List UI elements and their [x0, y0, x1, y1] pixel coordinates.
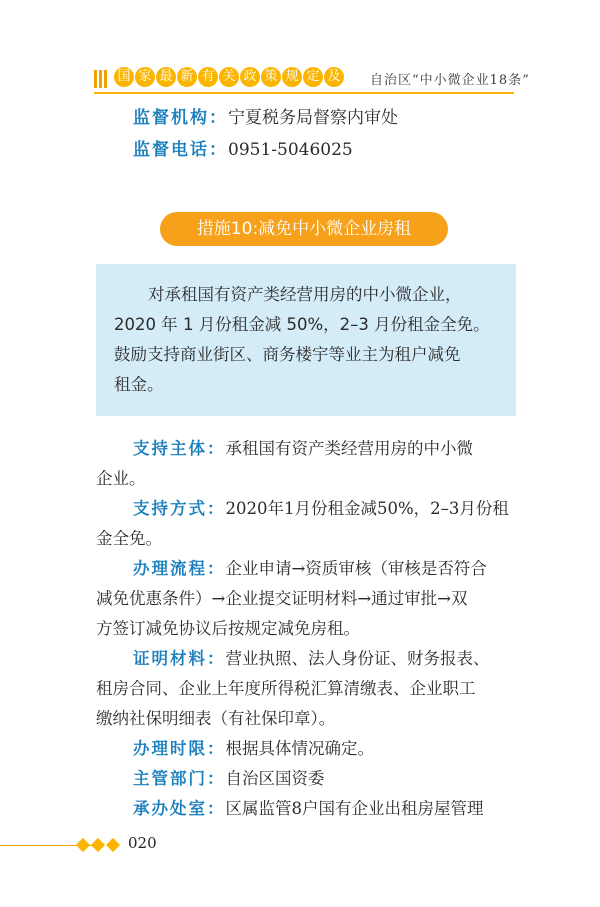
department-text: 自治区国资委	[225, 769, 325, 788]
header-title-circles	[114, 67, 345, 87]
office-paragraph	[96, 794, 522, 824]
header-circle-char: 政	[240, 67, 260, 87]
diamond-icon	[106, 838, 120, 852]
supervision-phone-row	[133, 138, 353, 162]
support-method-paragraph	[96, 494, 522, 554]
support-method-label: 支持方式：	[133, 499, 226, 518]
summary-line: 2020 年 1 月份租金减 50%，2–3 月份租金全免。	[114, 315, 490, 334]
header-circle-char: 有	[198, 67, 218, 87]
supervision-phone-label: 监督电话：	[133, 140, 228, 160]
supervision-org-label: 监督机构：	[133, 108, 228, 128]
office-text: 区属监管8户国有企业出租房屋管理	[225, 799, 484, 818]
department-label: 主管部门：	[133, 769, 226, 788]
support-method-text-cont: 金全免。	[96, 529, 162, 548]
process-paragraph	[96, 554, 522, 644]
supervision-phone-value: 0951-5046025	[228, 140, 353, 160]
materials-text-cont: 租房合同、企业上年度所得税汇算清缴表、企业职工	[96, 679, 476, 698]
materials-text-cont: 缴纳社保明细表（有社保印章）。	[96, 709, 336, 728]
support-target-text-cont: 企业。	[96, 469, 146, 488]
process-text: 企业申请→资质审核（审核是否符合	[225, 559, 487, 578]
header-circle-char: 国	[114, 67, 134, 87]
office-label: 承办处室：	[133, 799, 226, 818]
department-paragraph	[96, 764, 522, 794]
header-subtitle: 自治区“中小微企业18条”	[370, 73, 530, 88]
time-limit-paragraph	[96, 734, 522, 764]
process-text-cont: 方签订减免协议后按规定减免房租。	[96, 619, 360, 638]
time-limit-label: 办理时限：	[133, 739, 226, 758]
materials-paragraph	[96, 644, 522, 734]
summary-box	[96, 264, 516, 416]
diamond-icon	[76, 838, 90, 852]
support-target-paragraph	[96, 434, 522, 494]
process-label: 办理流程：	[133, 559, 226, 578]
support-method-text: 2020年1月份租金减50%，2–3月份租	[225, 499, 509, 518]
supervision-org-value: 宁夏税务局督察内审处	[228, 108, 398, 128]
header-circle-char: 规	[282, 67, 302, 87]
header-circle-char: 定	[303, 67, 323, 87]
running-header	[94, 66, 530, 92]
header-circle-char: 新	[177, 67, 197, 87]
header-rule	[94, 92, 514, 94]
header-circle-char: 关	[219, 67, 239, 87]
support-target-label: 支持主体：	[133, 439, 226, 458]
header-circle-char: 及	[324, 67, 344, 87]
materials-label: 证明材料：	[133, 649, 226, 668]
measure-title-pill: 措施10:减免中小微企业房租	[160, 212, 448, 246]
materials-text: 营业执照、法人身份证、财务报表、	[225, 649, 490, 668]
page-number: 020	[128, 834, 157, 852]
header-circle-char: 家	[135, 67, 155, 87]
process-text-cont: 减免优惠条件）→企业提交证明材料→通过审批→双	[96, 589, 468, 608]
footer-diamonds-decoration	[76, 838, 120, 852]
diamond-icon	[91, 838, 105, 852]
summary-line: 对承租国有资产类经营用房的中小微企业，	[148, 285, 462, 304]
summary-line: 鼓励支持商业街区、商务楼宇等业主为租户减免	[114, 345, 461, 364]
time-limit-text: 根据具体情况确定。	[225, 739, 374, 758]
supervision-org-row	[133, 106, 398, 130]
support-target-text: 承租国有资产类经营用房的中小微	[225, 439, 473, 458]
header-circle-char: 最	[156, 67, 176, 87]
summary-line: 租金。	[114, 375, 164, 394]
header-bars-decoration	[94, 70, 112, 88]
header-circle-char: 策	[261, 67, 281, 87]
